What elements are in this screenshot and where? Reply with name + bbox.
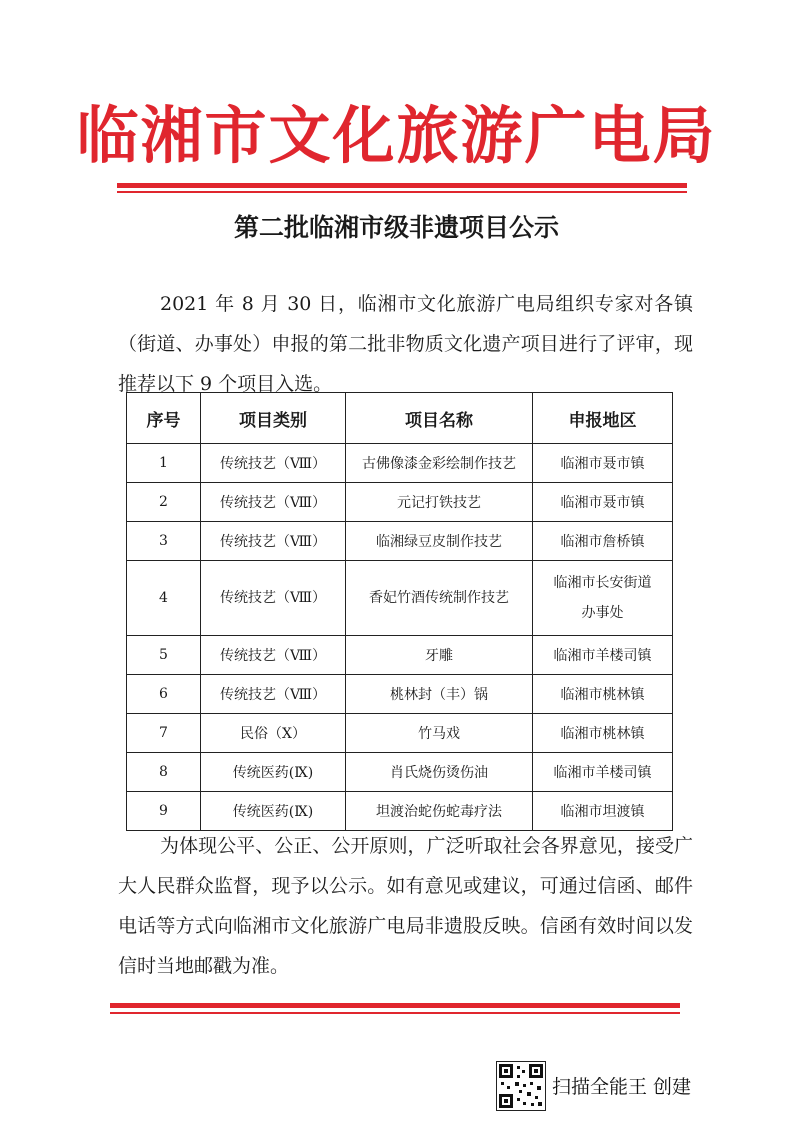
agency-letterhead: 临湘市文化旅游广电局: [76, 99, 717, 172]
col-header-name: 项目名称: [346, 393, 533, 444]
qr-code-graphic: [497, 1062, 545, 1110]
table-row: [127, 753, 673, 792]
col-header-category: 项目类别: [201, 393, 346, 444]
cell-category: 传统技艺（Ⅷ）: [201, 675, 346, 714]
cell-no: 3: [127, 522, 201, 561]
cell-no: 1: [127, 444, 201, 483]
col-header-region: 申报地区: [533, 393, 673, 444]
header-rule-thin: [117, 191, 687, 193]
cell-region: 临湘市詹桥镇: [533, 522, 673, 561]
cell-region: 临湘市桃林镇: [533, 714, 673, 753]
table-row: [127, 561, 673, 636]
cell-region: [533, 561, 673, 636]
cell-name: 古佛像漆金彩绘制作技艺: [346, 444, 533, 483]
cell-category: 传统医药(Ⅸ): [201, 753, 346, 792]
cell-category: 传统技艺（Ⅷ）: [201, 483, 346, 522]
cell-category: 传统技艺（Ⅷ）: [201, 444, 346, 483]
cell-region: 临湘市坦渡镇: [533, 792, 673, 831]
cell-region: 临湘市羊楼司镇: [533, 753, 673, 792]
cell-no: 5: [127, 636, 201, 675]
cell-no: 6: [127, 675, 201, 714]
table-row: [127, 675, 673, 714]
scanner-watermark-label: 扫描全能王 创建: [552, 1076, 692, 1098]
cell-region-line1: 临湘市长安街道: [553, 575, 652, 591]
closing-text: 为体现公平、公正、公开原则，广泛听取社会各界意见，接受广大人民群众监督，现予以公示。如有意见或建议，可通过信函、邮件电话等方式向临湘市文化旅游广电局非遗股反映。信函有效时间以发信时当地邮戳为准。: [118, 835, 693, 977]
cell-no: 9: [127, 792, 201, 831]
cell-name: 肖氏烧伤烫伤油: [346, 753, 533, 792]
cell-category: 传统医药(Ⅸ): [201, 792, 346, 831]
table-row: [127, 483, 673, 522]
intro-text: 2021 年 8 月 30 日，临湘市文化旅游广电局组织专家对各镇（街道、办事处）申报的第二批非物质文化遗产项目进行了评审，现推荐以下 9 个项目入选。: [118, 293, 693, 395]
cell-no: 8: [127, 753, 201, 792]
footer-rule-thick: [110, 1003, 680, 1008]
table-row: [127, 636, 673, 675]
intro-paragraph: [118, 284, 693, 404]
cell-region: 临湘市羊楼司镇: [533, 636, 673, 675]
document-title: 第二批临湘市级非遗项目公示: [233, 213, 559, 242]
table-row: [127, 522, 673, 561]
table-row: [127, 792, 673, 831]
table-row: [127, 444, 673, 483]
cell-no: 4: [127, 561, 201, 636]
cell-region: 临湘市聂市镇: [533, 483, 673, 522]
cell-name: 香妃竹酒传统制作技艺: [346, 561, 533, 636]
qr-code-icon: [496, 1061, 546, 1111]
header-rule-thick: [117, 183, 687, 188]
cell-name: 坦渡治蛇伤蛇毒疗法: [346, 792, 533, 831]
cell-region-line2: 办事处: [581, 605, 624, 621]
table-row: [127, 714, 673, 753]
cell-no: 2: [127, 483, 201, 522]
cell-name: 元记打铁技艺: [346, 483, 533, 522]
cell-category: 传统技艺（Ⅷ）: [201, 636, 346, 675]
cell-category: 传统技艺（Ⅷ）: [201, 522, 346, 561]
cell-name: 桃林封（丰）锅: [346, 675, 533, 714]
table-header-row: [127, 393, 673, 444]
cell-category: 民俗（Ⅹ）: [201, 714, 346, 753]
cell-name: 牙雕: [346, 636, 533, 675]
cell-region: 临湘市桃林镇: [533, 675, 673, 714]
cell-no: 7: [127, 714, 201, 753]
project-table: [126, 392, 673, 831]
cell-name: 竹马戏: [346, 714, 533, 753]
cell-region: 临湘市聂市镇: [533, 444, 673, 483]
cell-category: 传统技艺（Ⅷ）: [201, 561, 346, 636]
closing-paragraph: [118, 826, 693, 986]
col-header-no: 序号: [127, 393, 201, 444]
footer-rule-thin: [110, 1012, 680, 1014]
cell-name: 临湘绿豆皮制作技艺: [346, 522, 533, 561]
